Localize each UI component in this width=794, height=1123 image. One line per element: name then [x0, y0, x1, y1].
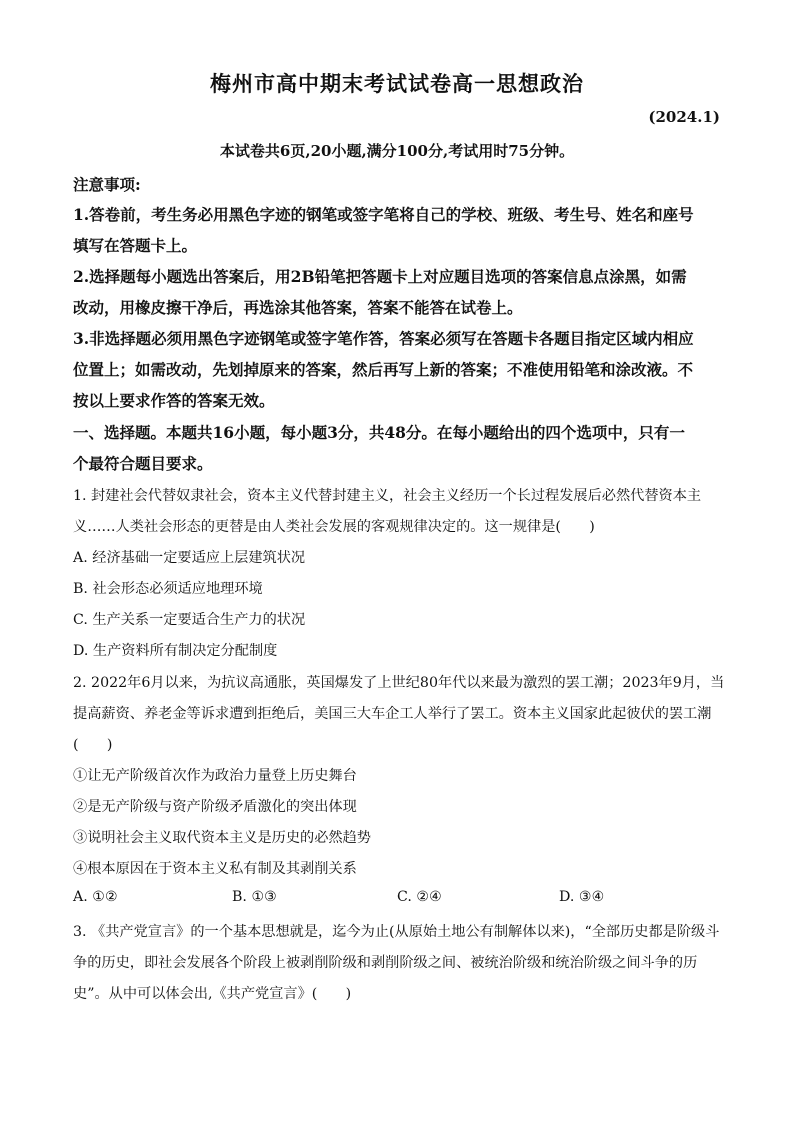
- q2-choice-d: D. ③④: [559, 889, 605, 905]
- notice-line: 位置上；如需改动，先划掉原来的答案，然后再写上新的答案；不准使用铅笔和涂改液。不: [73, 360, 694, 379]
- notice-line: 3.非选择题必须用黑色字迹钢笔或签字笔作答，答案必须写在答题卡各题目指定区域内相应: [73, 329, 694, 348]
- q2-choice-c: C. ②④: [397, 889, 442, 905]
- notice-line: 填写在答题卡上。: [73, 236, 198, 255]
- q2-choice-b: B. ①③: [232, 889, 277, 905]
- q1-stem: 义……人类社会形态的更替是由人类社会发展的客观规律决定的。这一规律是( ): [73, 519, 595, 535]
- q1-stem: 1. 封建社会代替奴隶社会，资本主义代替封建主义，社会主义经历一个长过程发展后必然代替资本主: [73, 488, 702, 504]
- q3-stem: 史”。从中可以体会出,《共产党宣言》( ): [73, 986, 352, 1002]
- q1-option-a: A. 经济基础一定要适应上层建筑状况: [73, 550, 306, 566]
- notice-line: 2.选择题每小题选出答案后，用2B铅笔把答题卡上对应题目选项的答案信息点涂黑，如需: [73, 267, 687, 286]
- q2-stem: 2. 2022年6月以来，为抗议高通胀，英国爆发了上世纪80年代以来最为激烈的罢工潮；2023年9月，当: [73, 675, 725, 691]
- q1-option-c: C. 生产关系一定要适合生产力的状况: [73, 612, 306, 628]
- q1-option-b: B. 社会形态必须适应地理环境: [73, 581, 263, 597]
- q3-stem: 争的历史，即社会发展各个阶段上被剥削阶级和剥削阶级之间、被统治阶级和统治阶级之间斗争的历: [73, 955, 698, 971]
- exam-date: (2024.1): [648, 108, 720, 126]
- section-heading: 个最符合题目要求。: [73, 454, 213, 473]
- notice-heading: 注意事项:: [73, 175, 141, 194]
- notice-line: 1.答卷前，考生务必用黑色字迹的钢笔或签字笔将自己的学校、班级、考生号、姓名和座号: [73, 205, 694, 224]
- notice-line: 按以上要求作答的答案无效。: [73, 391, 275, 410]
- q2-stem: ( ): [73, 737, 113, 753]
- q2-item-3: ③说明社会主义取代资本主义是历史的必然趋势: [73, 830, 371, 846]
- exam-intro: 本试卷共6页,20小题,满分100分,考试用时75分钟。: [219, 142, 575, 160]
- q2-choice-a: A. ①②: [73, 889, 118, 905]
- q2-item-4: ④根本原因在于资本主义私有制及其剥削关系: [73, 861, 357, 877]
- notice-line: 改动，用橡皮擦干净后，再选涂其他答案，答案不能答在试卷上。: [73, 298, 523, 317]
- page-title: 梅州市高中期末考试试卷高一思想政治: [210, 71, 584, 96]
- q1-option-d: D. 生产资料所有制决定分配制度: [73, 643, 278, 659]
- q2-item-2: ②是无产阶级与资产阶级矛盾激化的突出体现: [73, 799, 357, 815]
- q3-stem: 3. 《共产党宣言》的一个基本思想就是，迄今为止(从原始土地公有制解体以来)，“全部历史都是阶级斗: [73, 924, 720, 940]
- q2-stem: 提高薪资、养老金等诉求遭到拒绝后，美国三大车企工人举行了罢工。资本主义国家此起彼伏的罢工潮: [73, 706, 712, 722]
- q2-item-1: ①让无产阶级首次作为政治力量登上历史舞台: [73, 768, 357, 784]
- section-heading: 一、选择题。本题共16小题，每小题3分，共48分。在每小题给出的四个选项中，只有一: [73, 423, 685, 442]
